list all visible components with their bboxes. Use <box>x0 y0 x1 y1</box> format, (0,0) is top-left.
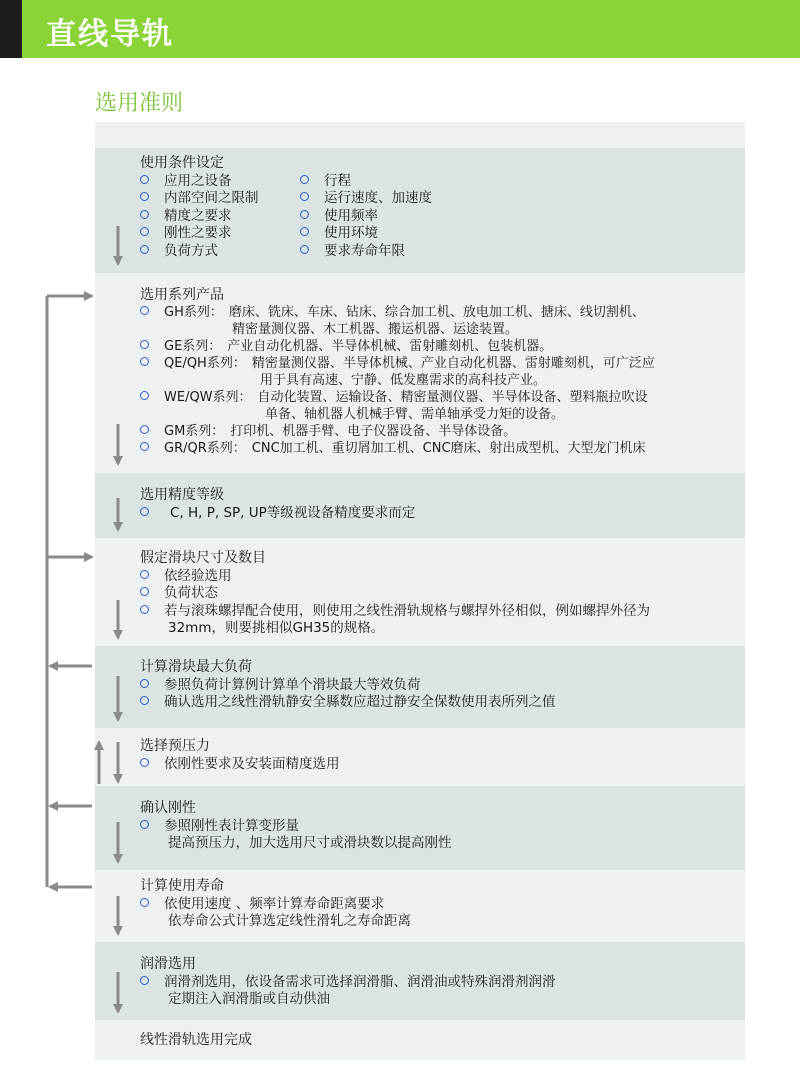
bullet-icon <box>140 391 149 400</box>
bullet-icon <box>300 210 309 219</box>
list-item: 确认选用之线性滑轨静安全縣数应超过静安全保数使用表所列之值 <box>140 694 556 712</box>
bullet-icon <box>140 192 149 201</box>
list-item: 精度之要求 <box>140 208 300 226</box>
rigidity-title: 确认刚性 <box>140 800 196 816</box>
list-item: 依刚性要求及安装面精度选用 <box>140 756 340 774</box>
list-item: 使用环境 <box>300 225 432 243</box>
bullet-icon <box>140 340 149 349</box>
list-item: 行程 <box>300 173 432 191</box>
list-item: WE/QW系列： 自动化装置、运输设备、精密量测仪器、半导体设备、塑料瓶拉吹设 <box>140 389 655 406</box>
bullet-icon <box>140 898 149 907</box>
list-item: 使用频率 <box>300 208 432 226</box>
bullet-icon <box>140 758 149 767</box>
list-item: GH系列： 磨床、铣床、车床、钻床、综合加工机、放电加工机、搪床、线切割机、 <box>140 304 655 321</box>
bullet-icon <box>300 192 309 201</box>
list-item: 负荷状态 <box>140 585 650 603</box>
section-block-size <box>140 550 650 638</box>
list-item: 依使用速度 、频率计算寿命距离要求 <box>140 896 411 914</box>
preload-title: 选择预压力 <box>140 738 210 754</box>
bullet-icon <box>140 696 149 705</box>
bullet-icon <box>140 210 149 219</box>
bullet-icon <box>140 605 149 614</box>
section-max-load <box>140 659 556 712</box>
list-item: 参照刚性表计算变形量 <box>140 818 452 836</box>
done-title: 线性滑轨选用完成 <box>140 1032 252 1048</box>
list-item: GE系列： 产业自动化机器、半导体机械、雷射雕刻机、包装机器。 <box>140 338 655 355</box>
conditions-title: 使用条件设定 <box>140 155 224 171</box>
list-item: 应用之设备 <box>140 173 300 191</box>
bullet-icon <box>140 976 149 985</box>
series-title: 选用系列产品 <box>140 287 224 303</box>
precision-title: 选用精度等级 <box>140 487 224 503</box>
bullet-icon <box>140 357 149 366</box>
list-item: 参照负荷计算例计算单个滑块最大等效负荷 <box>140 677 556 695</box>
lubrication-title: 润滑选用 <box>140 956 196 972</box>
life-title: 计算使用寿命 <box>140 878 224 894</box>
list-item: 要求寿命年限 <box>300 243 432 261</box>
section-subtitle: 选用准则 <box>95 91 184 116</box>
list-item: GM系列： 打印机、机器手臂、电子仪器设备、半导体设备。 <box>140 423 655 440</box>
bullet-icon <box>300 227 309 236</box>
list-item-continuation: 用于具有高速、宁静、低发塵需求的高科技产业。 <box>260 373 547 388</box>
bullet-icon <box>300 245 309 254</box>
list-item-continuation: 精密量测仪器、木工机器、搬运机器、运途装置。 <box>232 322 519 337</box>
bullet-icon <box>140 175 149 184</box>
bullet-icon <box>140 306 149 315</box>
bullet-icon <box>140 679 149 688</box>
bullet-icon <box>140 820 149 829</box>
list-item: GR/QR系列： CNC加工机、重切屑加工机、CNC磨床、射出成型机、大型龙门机床 <box>140 440 655 457</box>
max-load-title: 计算滑块最大负荷 <box>140 659 252 675</box>
bullet-icon <box>140 587 149 596</box>
list-item-continuation: 定期注入润滑脂或自动供油 <box>168 991 330 1007</box>
list-item: C, H, P, SP, UP等级视设备精度要求而定 <box>140 505 415 523</box>
list-item: 依经验选用 <box>140 568 650 586</box>
list-item-continuation: 依寿命公式计算选定线性滑轧之寿命距离 <box>168 913 411 929</box>
section-precision <box>140 487 415 522</box>
section-life <box>140 878 411 931</box>
section-preload <box>140 738 340 773</box>
list-item: 运行速度、加速度 <box>300 190 432 208</box>
list-item-continuation: 单备、轴机器人机械手臂、需单轴承受力矩的设备。 <box>265 407 565 422</box>
bullet-icon <box>140 227 149 236</box>
section-series <box>140 287 655 457</box>
list-item: 润滑剂选用，依设备需求可选择润滑脂、润滑油或特殊润滑剂润滑 <box>140 974 556 992</box>
section-done <box>140 1032 252 1050</box>
bullet-icon <box>140 245 149 254</box>
list-item: 刚性之要求 <box>140 225 300 243</box>
list-item: 内部空间之限制 <box>140 190 300 208</box>
section-rigidity <box>140 800 452 853</box>
bullet-icon <box>140 570 149 579</box>
list-item: 若与滚珠螺捍配合使用，则使用之线性滑轨规格与螺捍外径相似，例如螺捍外径为 <box>140 603 650 621</box>
list-item: QE/QH系列： 精密量测仪器、半导体机械、产业自动化机器、雷射雕刻机，可广泛应 <box>140 355 655 372</box>
list-item: 负荷方式 <box>140 243 300 261</box>
bullet-icon <box>140 425 149 434</box>
bullet-icon <box>300 175 309 184</box>
section-lubrication <box>140 956 556 1009</box>
bullet-icon <box>140 507 149 516</box>
section-conditions <box>140 155 432 260</box>
page-title: 直线导轨 <box>46 17 174 52</box>
list-item-continuation: 32mm，则要挑相似GH35的规格。 <box>168 620 385 636</box>
bullet-icon <box>140 442 149 451</box>
list-item-continuation: 提高预压力，加大选用尺寸或滑块数以提高刚性 <box>168 835 452 851</box>
block-size-title: 假定滑块尺寸及数目 <box>140 550 266 566</box>
